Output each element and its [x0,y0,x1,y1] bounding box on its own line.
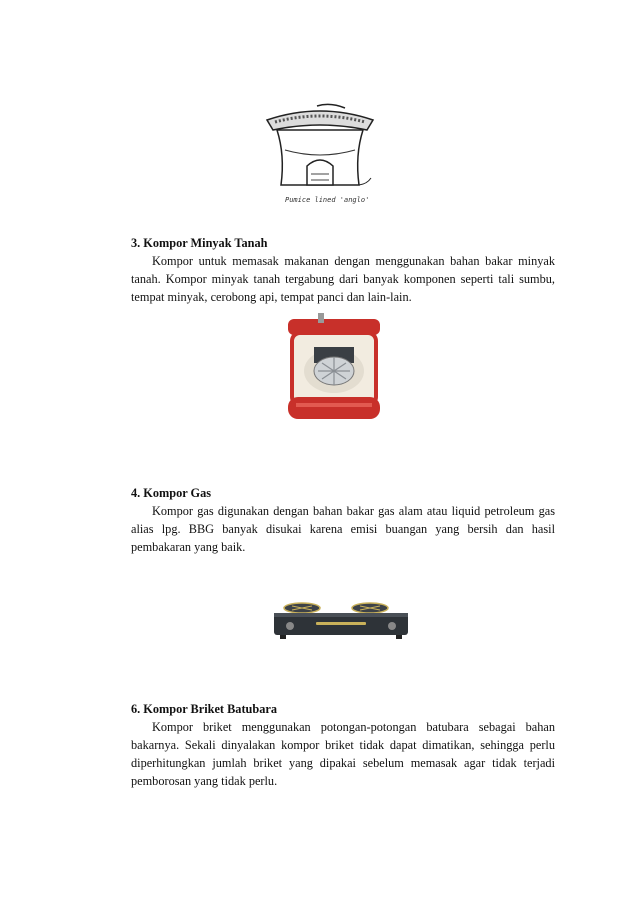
section6-heading: 6. Kompor Briket Batubara [131,702,277,716]
figure1-caption: Pumice lined 'anglo' [285,196,370,204]
section-kompor-gas [131,484,555,556]
section3-heading: 3. Kompor Minyak Tanah [131,236,268,250]
gas-stove-photo-icon [272,600,410,642]
kerosene-stove-photo-icon [284,313,384,425]
section-kompor-minyak-tanah [131,234,555,306]
section6-body: Kompor briket menggunakan potongan-potongan batubara sebagai bahan bakarnya. Sekali dinyalakan kompor briket tidak dapat dimatikan, sehingga perlu diperhitungkan jumlah briket yang dipakai sebelum memasak agar tidak terjadi pemborosan yang tidak perlu. [131,720,555,788]
section-kompor-briket-batubara [131,700,555,790]
anglo-stove-sketch-icon [255,100,385,210]
section3-body: Kompor untuk memasak makanan dengan menggunakan bahan bakar minyak tanah. Kompor minyak tanah tergabung dari banyak komponen seperti tali sumbu, tempat minyak, cerobong api, tempat panci dan lain-lain. [131,254,555,304]
section4-body: Kompor gas digunakan dengan bahan bakar gas alam atau liquid petroleum gas alias lpg. BBG banyak disukai karena emisi buangan yang bersih dan hasil pembakaran yang baik. [131,504,555,554]
section4-heading: 4. Kompor Gas [131,486,212,500]
